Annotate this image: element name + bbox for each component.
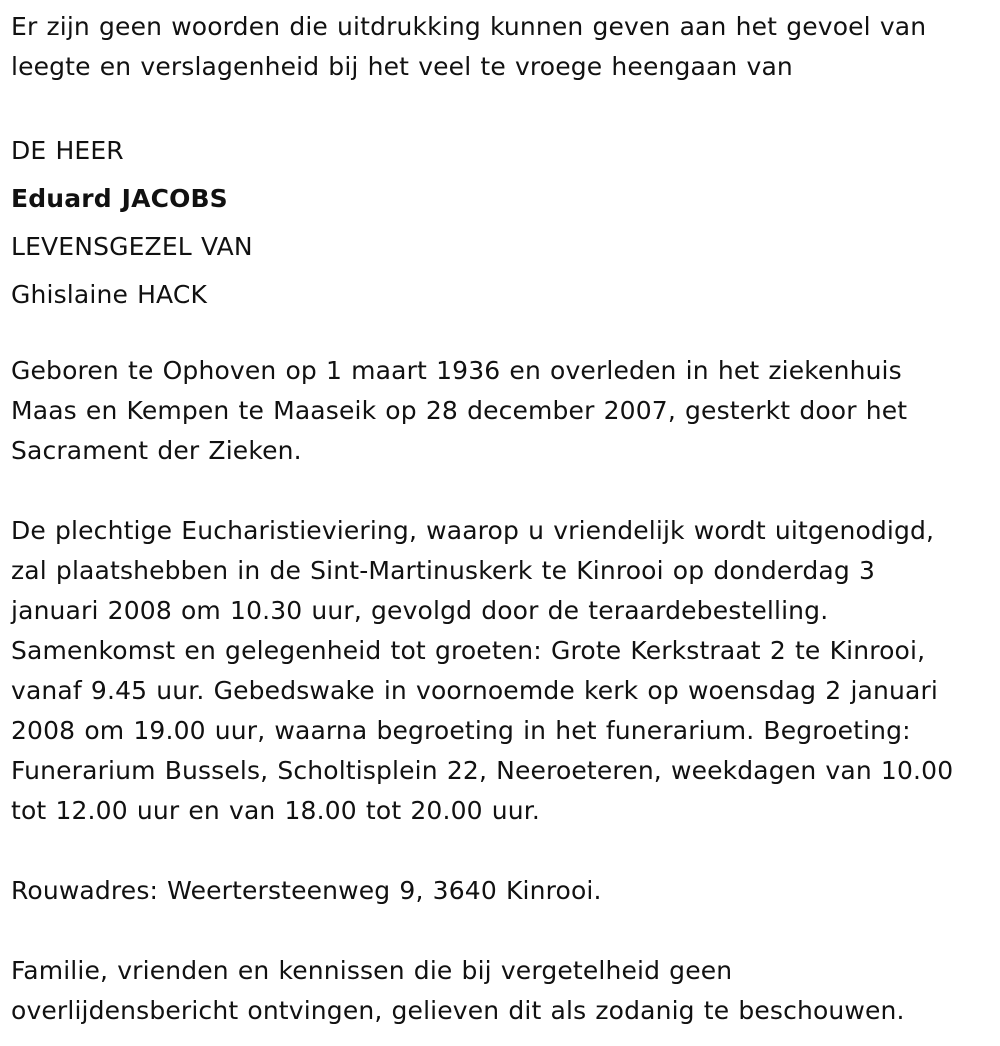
ceremony-line: Funerarium Bussels, Scholtisplein 22, Neeroeteren, weekdagen van 10.00 (11, 756, 954, 785)
relation-label: LEVENSGEZEL VAN (11, 232, 253, 261)
closing-line: Familie, vrienden en kennissen die bij vergetelheid geen (11, 956, 733, 985)
ceremony-line: De plechtige Eucharistieviering, waarop u vriendelijk wordt uitgenodigd, (11, 516, 935, 545)
closing-paragraph (11, 951, 991, 1031)
intro-line: Er zijn geen woorden die uitdrukking kunnen geven aan het gevoel van (11, 12, 927, 41)
deceased-name: Eduard JACOBS (11, 184, 228, 213)
birth-death-paragraph (11, 351, 991, 471)
ceremony-line: tot 12.00 uur en van 18.00 tot 20.00 uur. (11, 796, 541, 825)
intro-line: leegte en verslagenheid bij het veel te vroege heengaan van (11, 52, 793, 81)
ceremony-line: zal plaatshebben in de Sint-Martinuskerk te Kinrooi op donderdag 3 (11, 556, 876, 585)
ceremony-line: Samenkomst en gelegenheid tot groeten: Grote Kerkstraat 2 te Kinrooi, (11, 636, 926, 665)
birth-death-line: Geboren te Ophoven op 1 maart 1936 en overleden in het ziekenhuis (11, 356, 902, 385)
address-paragraph (11, 871, 991, 911)
ceremony-line: januari 2008 om 10.30 uur, gevolgd door de teraardebestelling. (11, 596, 829, 625)
intro-paragraph (11, 7, 991, 87)
ceremony-paragraph (11, 511, 991, 831)
partner-name: Ghislaine HACK (11, 280, 207, 309)
ceremony-line: vanaf 9.45 uur. Gebedswake in voornoemde kerk op woensdag 2 januari (11, 676, 938, 705)
deceased-title: DE HEER (11, 136, 124, 165)
birth-death-line: Sacrament der Zieken. (11, 436, 302, 465)
closing-line: overlijdensbericht ontvingen, gelieven dit als zodanig te beschouwen. (11, 996, 905, 1025)
obituary-notice (11, 7, 991, 1031)
mourning-address: Rouwadres: Weertersteenweg 9, 3640 Kinrooi. (11, 876, 602, 905)
ceremony-line: 2008 om 19.00 uur, waarna begroeting in het funerarium. Begroeting: (11, 716, 911, 745)
deceased-block (11, 127, 991, 319)
birth-death-line: Maas en Kempen te Maaseik op 28 december 2007, gesterkt door het (11, 396, 908, 425)
